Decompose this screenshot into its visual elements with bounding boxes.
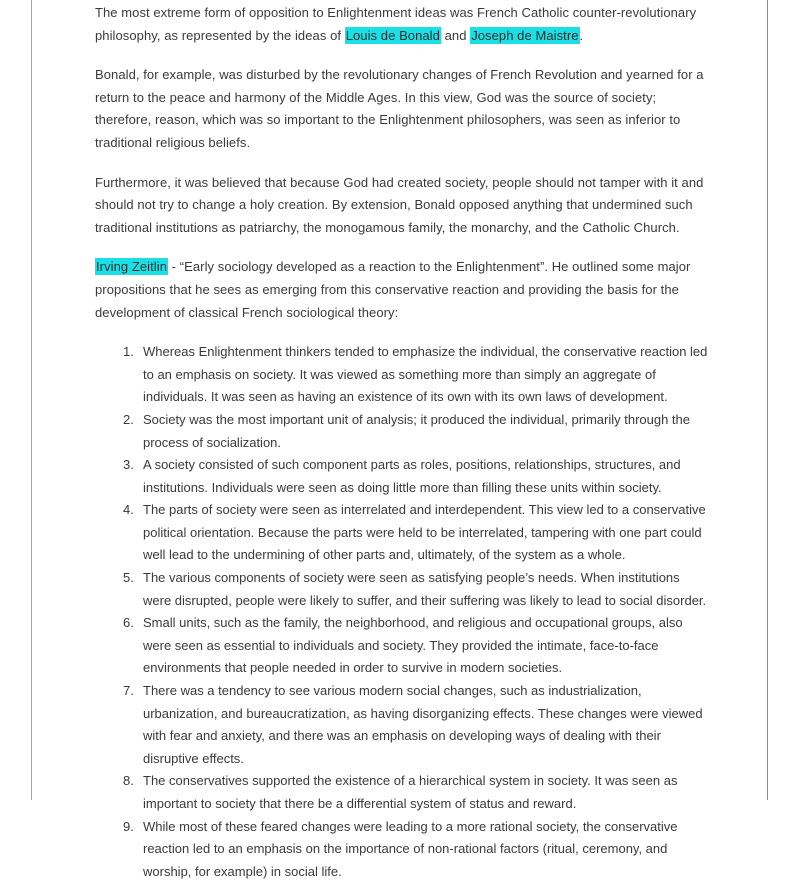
zeitlin-propositions-list xyxy=(95,341,710,883)
list-item xyxy=(95,567,710,612)
paragraph-1 xyxy=(95,2,710,47)
list-item xyxy=(95,816,710,883)
document-page xyxy=(31,0,768,879)
list-item xyxy=(95,680,710,770)
list-item-text: Whereas Enlightenment thinkers tended to emphasize the individual, the conservative reaction led to an emphasis on society. It was viewed as something more than simply an aggregate of individuals. It was seen as having an existence of its own with its own laws of development. xyxy=(143,344,708,405)
document-body xyxy=(95,2,710,883)
list-item-text: Small units, such as the family, the neighborhood, and religious and occupational groups, also were seen as essential to individuals and society. They provided the intimate, face-to-face environments that people needed in order to survive in modern societies. xyxy=(143,615,683,676)
paragraph-4-zeitlin xyxy=(95,256,710,324)
list-item-text: The conservatives supported the existence of a hierarchical system in society. It was seen as important to society that there be a differential system of status and reward. xyxy=(143,773,678,811)
list-item-text: While most of these feared changes were leading to a more rational society, the conservative reaction led to an emphasis on the importance of non-rational factors (ritual, ceremony, and worship, for example) in social life. xyxy=(143,818,678,879)
text-run: The most extreme form of opposition to Enlightenment ideas was French Catholic counter-revolutionary philosophy, as represented by the ideas of xyxy=(95,5,697,43)
highlighted-text: Irving Zeitlin xyxy=(96,259,167,275)
list-item xyxy=(95,454,710,499)
list-item xyxy=(95,499,710,567)
text-run: Bonald, for example, was disturbed by the revolutionary changes of French Revolution and yearned for a return to the peace and harmony of the Middle Ages. In this view, God was the source of society; therefore, reason, which was so important to the Enlightenment philosophers, was seen as inferior to traditional religious beliefs. xyxy=(95,67,704,150)
text-run: and xyxy=(440,27,471,43)
list-item-text: There was a tendency to see various modern social changes, such as industrialization, urbanization, and bureaucratization, as having disorganizing effects. These changes were viewed with fear and anxiety, and there was an emphasis on developing ways of dealing with their disruptive effects. xyxy=(143,683,703,766)
list-item xyxy=(95,409,710,454)
highlighted-text: Joseph de Maistre xyxy=(471,27,579,43)
text-run: - “Early sociology developed as a reaction to the Enlightenment”. He outlined some major propositions that he sees as emerging from this conservative reaction and providing the basis for the development of classical French sociological theory: xyxy=(95,259,691,320)
list-item-text: A society consisted of such component parts as roles, positions, relationships, structures, and institutions. Individuals were seen as doing little more than filling these units within society. xyxy=(143,457,681,495)
list-item xyxy=(95,770,710,815)
highlighted-text: Louis de Bonald xyxy=(345,27,440,43)
list-item-text: The parts of society were seen as interrelated and interdependent. This view led to a conservative political orientation. Because the parts were held to be interrelated, tampering with one part could well lead to the undermining of other parts and, ultimately, of the system as a whole. xyxy=(143,502,706,563)
list-item-text: The various components of society were seen as satisfying people’s needs. When institutions were disrupted, people were likely to suffer, and their suffering was likely to lead to social disorder. xyxy=(143,570,707,608)
list-item-text: Society was the most important unit of analysis; it produced the individual, primarily through the process of socialization. xyxy=(143,411,690,450)
text-run: Furthermore, it was believed that because God had created society, people should not tamper with it and should not try to change a holy creation. By extension, Bonald opposed anything that undermined such traditional institutions as patriarchy, the monogamous family, the monarchy, and the Catholic Church. xyxy=(95,174,704,235)
list-item xyxy=(95,341,710,409)
paragraph-2 xyxy=(95,64,710,154)
list-item xyxy=(95,612,710,680)
paragraph-3 xyxy=(95,172,710,240)
text-run: . xyxy=(579,27,584,43)
